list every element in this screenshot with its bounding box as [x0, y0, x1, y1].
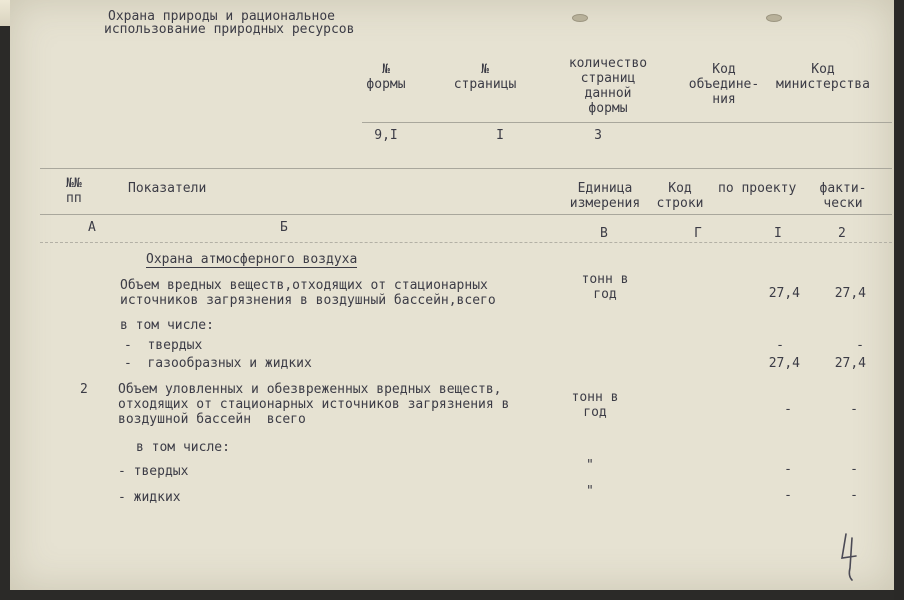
header-indicator: Показатели	[128, 181, 207, 196]
row-2-solid-indicator: - твердых	[118, 464, 189, 479]
header-unit: Единица измерения	[569, 181, 641, 211]
row-2-liquid-actual: -	[850, 488, 858, 503]
binding-hole	[572, 14, 588, 22]
header-actual: факти- чески	[819, 181, 867, 211]
page-count-header: количество страниц данной формы	[568, 56, 648, 116]
section-title: Охрана атмосферного воздуха	[146, 252, 358, 267]
row-2-liquid-unit: "	[586, 484, 594, 499]
col-letter-planned: I	[774, 226, 782, 241]
row-2-actual: -	[850, 402, 858, 417]
row-2-subitems-label: в том числе:	[136, 440, 230, 455]
form-number-header: № формы	[366, 62, 406, 92]
row-2-solid-actual: -	[850, 462, 858, 477]
header-planned: по проекту	[718, 181, 797, 196]
header-num: №№ пп	[66, 176, 82, 206]
row-gas-actual: 27,4	[834, 356, 866, 371]
form-number-value: 9,I	[374, 128, 398, 143]
row-gas-indicator: - газообразных и жидких	[124, 356, 312, 371]
row-2-num: 2	[80, 382, 88, 397]
col-letter-line-code: Г	[694, 226, 702, 241]
header-divider	[40, 214, 892, 215]
row-2-unit: тонн в год	[571, 390, 619, 420]
row-2-solid-planned: -	[784, 462, 792, 477]
col-letter-num: А	[88, 220, 96, 235]
association-code-header: Код объедине- ния	[688, 62, 760, 107]
row-1-actual: 27,4	[834, 286, 866, 301]
row-2-liquid-planned: -	[784, 488, 792, 503]
page-right-edge	[894, 0, 904, 600]
row-1-unit: тонн в год	[581, 272, 629, 302]
handwritten-page-mark	[836, 528, 867, 582]
row-solid-actual: -	[856, 338, 864, 353]
row-2-planned: -	[784, 402, 792, 417]
form-info-divider	[362, 122, 892, 123]
row-1-indicator: Объем вредных веществ,отходящих от стационарных источников загрязнения в воздушный бассейн,всего	[120, 278, 496, 308]
row-2-liquid-indicator: - жидких	[118, 490, 181, 505]
header-title-line1: Охрана природы и рациональное	[108, 9, 335, 24]
ministry-code-header: Код министерства	[776, 62, 870, 92]
row-gas-planned: 27,4	[768, 356, 800, 371]
page-number-header: № страницы	[453, 62, 517, 92]
header-title-line2: использование природных ресурсов	[104, 22, 355, 37]
row-solid-planned: -	[776, 338, 784, 353]
row-2-solid-unit: "	[586, 458, 594, 473]
page-count-value: 3	[594, 128, 602, 143]
row-1-planned: 27,4	[768, 286, 800, 301]
row-subitems-label: в том числе:	[120, 318, 214, 333]
col-letter-actual: 2	[838, 226, 846, 241]
table-top-border	[40, 168, 892, 169]
row-2-indicator: Объем уловленных и обезвреженных вредных веществ, отходящих от стационарных источников загрязнения в воздушной бассейн всего	[118, 382, 510, 427]
col-letter-unit: В	[600, 226, 608, 241]
header-line-code: Код строки	[656, 181, 704, 211]
binding-hole	[766, 14, 782, 22]
page-mark-text: 4	[866, 528, 867, 529]
letters-divider	[40, 242, 892, 243]
page-number-value: I	[496, 128, 504, 143]
col-letter-indicator: Б	[280, 220, 288, 235]
row-solid-indicator: - твердых	[124, 338, 203, 353]
